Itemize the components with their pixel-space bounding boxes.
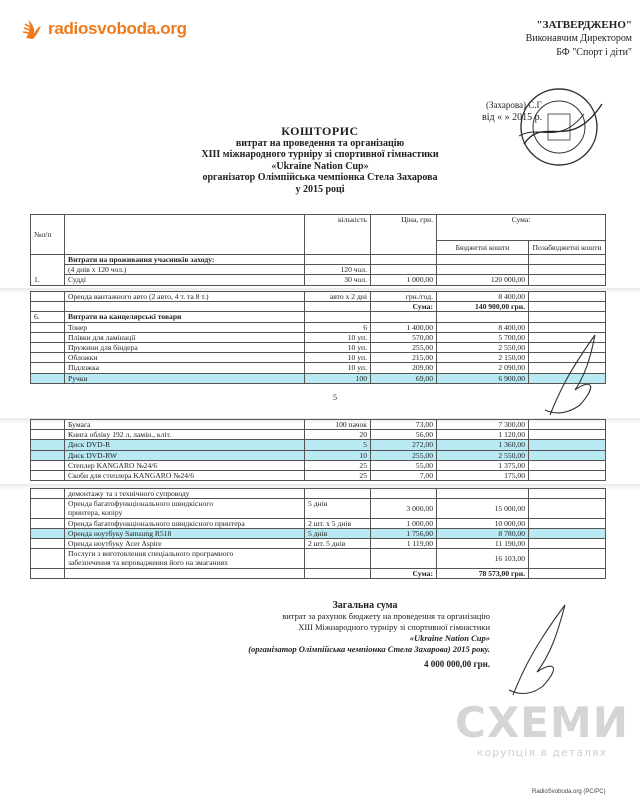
item-price: 215,00 [371, 353, 437, 363]
item-qty: 10 уп. [305, 343, 371, 353]
item-qty: 100 пачок [305, 420, 371, 430]
item-qty: 10 уп. [305, 353, 371, 363]
item-qty: 10 уп. [305, 332, 371, 342]
item-qty: 5 [305, 440, 371, 450]
col-nonbudget: Позабюджетні кошти [529, 241, 606, 255]
item-sum: 11 190,00 [437, 539, 529, 549]
item-qty: 100 [305, 373, 371, 383]
item-price: 570,00 [371, 332, 437, 342]
table-row [31, 363, 606, 373]
item-qty: 2 шт. 5 днів [305, 539, 371, 549]
table-row [31, 450, 606, 460]
page-number: 5 [333, 393, 337, 402]
nonbudget-cell [529, 499, 606, 518]
item-sum: 8 400,00 [437, 322, 529, 332]
item-price: 7,00 [371, 471, 437, 481]
item-price: 255,00 [371, 450, 437, 460]
radio-svoboda-logo [22, 18, 187, 40]
table-row [31, 528, 606, 538]
item-name: Плівки для ламінації [65, 332, 305, 342]
item-price: 55,00 [371, 460, 437, 470]
num-cell [31, 343, 65, 353]
item-name-line1: Оренда багатофункціонального швидкісного [68, 499, 213, 509]
item-qty: 25 [305, 471, 371, 481]
col-num: №п/п [31, 215, 65, 255]
item-name: Пружини для біндера [65, 343, 305, 353]
num-cell [31, 363, 65, 373]
num-cell [31, 518, 65, 528]
item-name: Тонер [65, 322, 305, 332]
item-name: Книга обліку 192 л, ламін., кліт. [65, 430, 305, 440]
estimate-table-stationery [30, 291, 606, 384]
num-cell [31, 471, 65, 481]
item-sum: 2 550,00 [437, 343, 529, 353]
schemes-watermark [455, 700, 629, 759]
flame-logo-icon [22, 18, 44, 40]
item-name: Скоби для степлера KANGARO №24/6 [65, 471, 305, 481]
item-name [65, 499, 305, 518]
item-sum: 1 360,00 [437, 440, 529, 450]
summary-line4: (організатор Олімпійська чемпіонка Стела Захарова) 2015 року. [248, 644, 490, 654]
item-name-line1: Оренда багатофункціонального швидкісного принтера [68, 518, 245, 528]
num-cell [31, 322, 65, 332]
item-name [65, 539, 305, 549]
item-price: 272,00 [371, 440, 437, 450]
col-name [65, 215, 305, 255]
item-price: 255,00 [371, 343, 437, 353]
col-qty: кількість [305, 215, 371, 255]
summary-line2: ХІІІ Міжнародного турніру зі спортивної гімнастики [298, 622, 490, 632]
item-price: 1 400,00 [371, 322, 437, 332]
table-row [31, 440, 606, 450]
num-cell [31, 420, 65, 430]
table-row [31, 332, 606, 342]
table-row [31, 499, 606, 518]
item-price [371, 549, 437, 568]
title-line4: організатор Олімпійська чемпіонка Стела Захарова [202, 172, 438, 183]
photo-credit: RadioSvoboda.org (РС/РС) [532, 789, 606, 795]
num-cell [31, 499, 65, 518]
item-name-line2: принтера, копіру [68, 508, 123, 518]
item-qty: 5 днів [305, 499, 371, 518]
section1-subtitle: (4 днів х 120 чол.) [65, 265, 305, 275]
num-cell [31, 460, 65, 470]
nonbudget-cell [529, 549, 606, 568]
item-price: 69,00 [371, 373, 437, 383]
table-row [31, 539, 606, 549]
item-name [65, 528, 305, 538]
table-row [31, 420, 606, 430]
rental-label: Оренда вантажного авто (2 авто, 4 т. та 8 т.) [65, 292, 305, 302]
table-row [31, 471, 606, 481]
item-qty: 10 уп. [305, 363, 371, 373]
section1-num: 1. [31, 255, 65, 286]
item-sum: 1 120,00 [437, 430, 529, 440]
item-qty: 20 [305, 430, 371, 440]
item-qty: 25 [305, 460, 371, 470]
num-cell [31, 450, 65, 460]
nonbudget-cell [529, 471, 606, 481]
item-sum: 175,00 [437, 471, 529, 481]
item-price: 3 000,00 [371, 499, 437, 518]
item-sum: 2 550,00 [437, 450, 529, 460]
nonbudget-cell [529, 539, 606, 549]
table-row [31, 460, 606, 470]
nonbudget-cell [529, 430, 606, 440]
num-cell [31, 430, 65, 440]
item-price: 73,00 [371, 420, 437, 430]
rental-total: 140 900,00 грн. [437, 302, 529, 312]
document-title [160, 126, 480, 195]
estimate-table-header [30, 214, 606, 286]
table-row [31, 518, 606, 528]
num-cell [31, 539, 65, 549]
item-qty: 10 [305, 450, 371, 460]
num-cell [31, 528, 65, 538]
nonbudget-cell [529, 440, 606, 450]
signature-icon [505, 600, 575, 700]
summary-head: Загальна сума [332, 600, 398, 611]
item-name: Бумага [65, 420, 305, 430]
item-sum: 15 000,00 [437, 499, 529, 518]
rental-total-label: Сума: [371, 302, 437, 312]
section1-title: Витрати на проживання учасників заходу: [65, 255, 305, 265]
nonbudget-cell [529, 420, 606, 430]
item-qty: 6 [305, 322, 371, 332]
table-row [31, 353, 606, 363]
judges-price: 1 000,00 [371, 275, 437, 285]
summary-line1: витрат за рахунок бюджету на проведення та організацію [282, 611, 490, 621]
item-price: 1 000,00 [371, 518, 437, 528]
num-cell [31, 549, 65, 568]
tech-header: демонтажу та з технічного супроводу [65, 489, 305, 499]
tech-total-label: Сума: [371, 568, 437, 578]
item-name [65, 518, 305, 528]
col-price: Ціна, грн. [371, 215, 437, 255]
table-row [31, 549, 606, 568]
item-sum: 6 900,00 [437, 373, 529, 383]
item-name-line1: Послуги з виготовлення спеціального програмного [68, 549, 234, 559]
approval-signer: (Захарова) С.Г. [486, 100, 543, 110]
item-name: Підложка [65, 363, 305, 373]
approval-org: БФ "Спорт і діти" [556, 47, 632, 58]
title-line5: у 2015 році [295, 183, 345, 195]
judges-sum: 120 000,00 [437, 275, 529, 285]
watermark-main: СХЕМИ [455, 698, 629, 747]
title-line1: витрат на проведення та організацію [235, 137, 405, 149]
nonbudget-cell [529, 450, 606, 460]
item-qty [305, 549, 371, 568]
nonbudget-cell [529, 460, 606, 470]
item-price: 209,00 [371, 363, 437, 373]
item-sum: 7 300,00 [437, 420, 529, 430]
table-row [31, 343, 606, 353]
num-cell [31, 373, 65, 383]
item-name: Диск DVD-R [65, 440, 305, 450]
approval-role: Виконавчим Директором [525, 33, 632, 44]
item-name: Степлер KANGARO №24/6 [65, 460, 305, 470]
item-price: 1 119,00 [371, 539, 437, 549]
item-qty: 5 днів [305, 528, 371, 538]
item-name-line1: Оренда ноутбуку Samsung R518 [68, 528, 172, 538]
grand-total: 4 000 000,00 грн. [424, 659, 491, 669]
approval-date: від « » 2015 р. [482, 112, 543, 123]
tech-total: 78 573,00 грн. [437, 568, 529, 578]
item-sum: 8 780,00 [437, 528, 529, 538]
approval-block [482, 18, 632, 60]
summary-block [130, 600, 490, 655]
item-sum: 5 700,00 [437, 332, 529, 342]
summary-line3: «Ukraine Nation Cup» [409, 633, 490, 643]
approval-title: "ЗАТВЕРДЖЕНО" [536, 19, 632, 31]
logo-text: radiosvoboda.org [48, 19, 187, 38]
title-main: КОШТОРИС [281, 124, 359, 138]
estimate-table-tech [30, 488, 606, 579]
item-name: Обложки [65, 353, 305, 363]
item-name [65, 549, 305, 568]
num-cell [31, 332, 65, 342]
table-row [31, 373, 606, 383]
item-sum: 1 375,00 [437, 460, 529, 470]
table-row [31, 322, 606, 332]
judges-qty: 30 чол. [305, 275, 371, 285]
item-name-line1: Оренда ноутбуку Acer Aspire [68, 539, 162, 549]
rental-qty: авто х 2 дні [305, 292, 371, 302]
item-sum: 10 000,00 [437, 518, 529, 528]
title-line3: «Ukraine Nation Cup» [271, 160, 369, 172]
title-line2: ХІІІ міжнародного турніру зі спортивної гімнастики [201, 149, 439, 160]
rental-sum: 8 400,00 [437, 292, 529, 302]
section1-qty: 120 чол. [305, 265, 371, 275]
item-sum: 16 103,00 [437, 549, 529, 568]
num-cell [31, 353, 65, 363]
table-row [31, 430, 606, 440]
num-cell [31, 440, 65, 450]
rental-price: грн./год. [371, 292, 437, 302]
item-name: Диск DVD-RW [65, 450, 305, 460]
watermark-sub: корупція в деталях [476, 746, 608, 759]
col-budget: Бюджетні кошти [437, 241, 529, 255]
nonbudget-cell [529, 528, 606, 538]
signature-icon [540, 330, 610, 420]
section6-num: 6. [31, 312, 65, 322]
col-sum: Сума: [437, 215, 606, 241]
item-price: 1 756,00 [371, 528, 437, 538]
item-name: Ручки [65, 373, 305, 383]
estimate-table-stationery-cont [30, 419, 606, 481]
section6-title: Витрати на канцелярські товари [65, 312, 305, 322]
item-qty: 2 шт. х 5 днів [305, 518, 371, 528]
item-price: 56,00 [371, 430, 437, 440]
item-name-line2: забезпечення та впровадження його на змаганнях [68, 558, 228, 568]
judges-label: Судді [65, 275, 305, 285]
item-sum: 2 150,00 [437, 353, 529, 363]
nonbudget-cell [529, 518, 606, 528]
official-stamp-icon [514, 84, 604, 170]
item-sum: 2 090,00 [437, 363, 529, 373]
